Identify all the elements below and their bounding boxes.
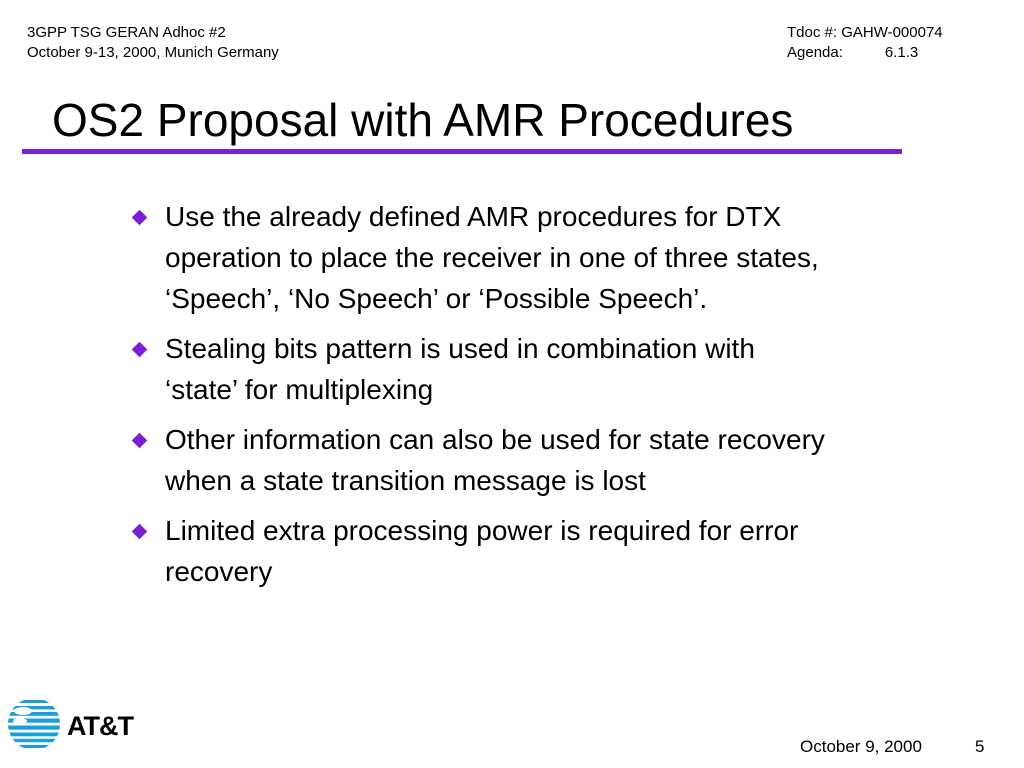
- agenda-label: Agenda:: [787, 44, 843, 61]
- bullet-line: Limited extra processing power is required for error: [165, 515, 799, 546]
- bullet-list: [128, 196, 998, 601]
- footer-date: October 9, 2000: [800, 737, 922, 756]
- title-underline: [22, 149, 902, 154]
- page-number: 5: [975, 737, 985, 756]
- bullet-line: Other information can also be used for state recovery: [165, 424, 825, 455]
- bullet-line: recovery: [165, 556, 273, 587]
- diamond-bullet-icon: [132, 342, 148, 358]
- bullet-line: when a state transition message is lost: [165, 465, 646, 496]
- agenda-value: 6.1.3: [884, 44, 919, 61]
- att-logo-text: AT&T: [67, 711, 133, 741]
- meeting-name: 3GPP TSG GERAN Adhoc #2: [27, 24, 226, 41]
- header-right: [787, 23, 943, 63]
- bullet-item: [128, 419, 998, 501]
- bullet-line: Use the already defined AMR procedures for DTX: [165, 201, 782, 232]
- agenda-line: [787, 43, 943, 63]
- bullet-line: operation to place the receiver in one of three states,: [165, 242, 819, 273]
- att-globe-icon: [7, 697, 61, 751]
- diamond-bullet-icon: [132, 210, 148, 226]
- bullet-line: ‘Speech’, ‘No Speech’ or ‘Possible Speech’.: [165, 283, 708, 314]
- diamond-bullet-icon: [132, 524, 148, 540]
- header-left: [27, 23, 279, 63]
- tdoc-number: Tdoc #: GAHW-000074: [787, 24, 943, 41]
- slide-title: OS2 Proposal with AMR Procedures: [52, 94, 794, 146]
- bullet-line: ‘state’ for multiplexing: [165, 374, 434, 405]
- bullet-item: [128, 196, 998, 319]
- bullet-item: [128, 328, 998, 410]
- bullet-item: [128, 510, 998, 592]
- meeting-date-location: October 9-13, 2000, Munich Germany: [27, 44, 279, 61]
- bullet-line: Stealing bits pattern is used in combination with: [165, 333, 755, 364]
- diamond-bullet-icon: [132, 433, 148, 449]
